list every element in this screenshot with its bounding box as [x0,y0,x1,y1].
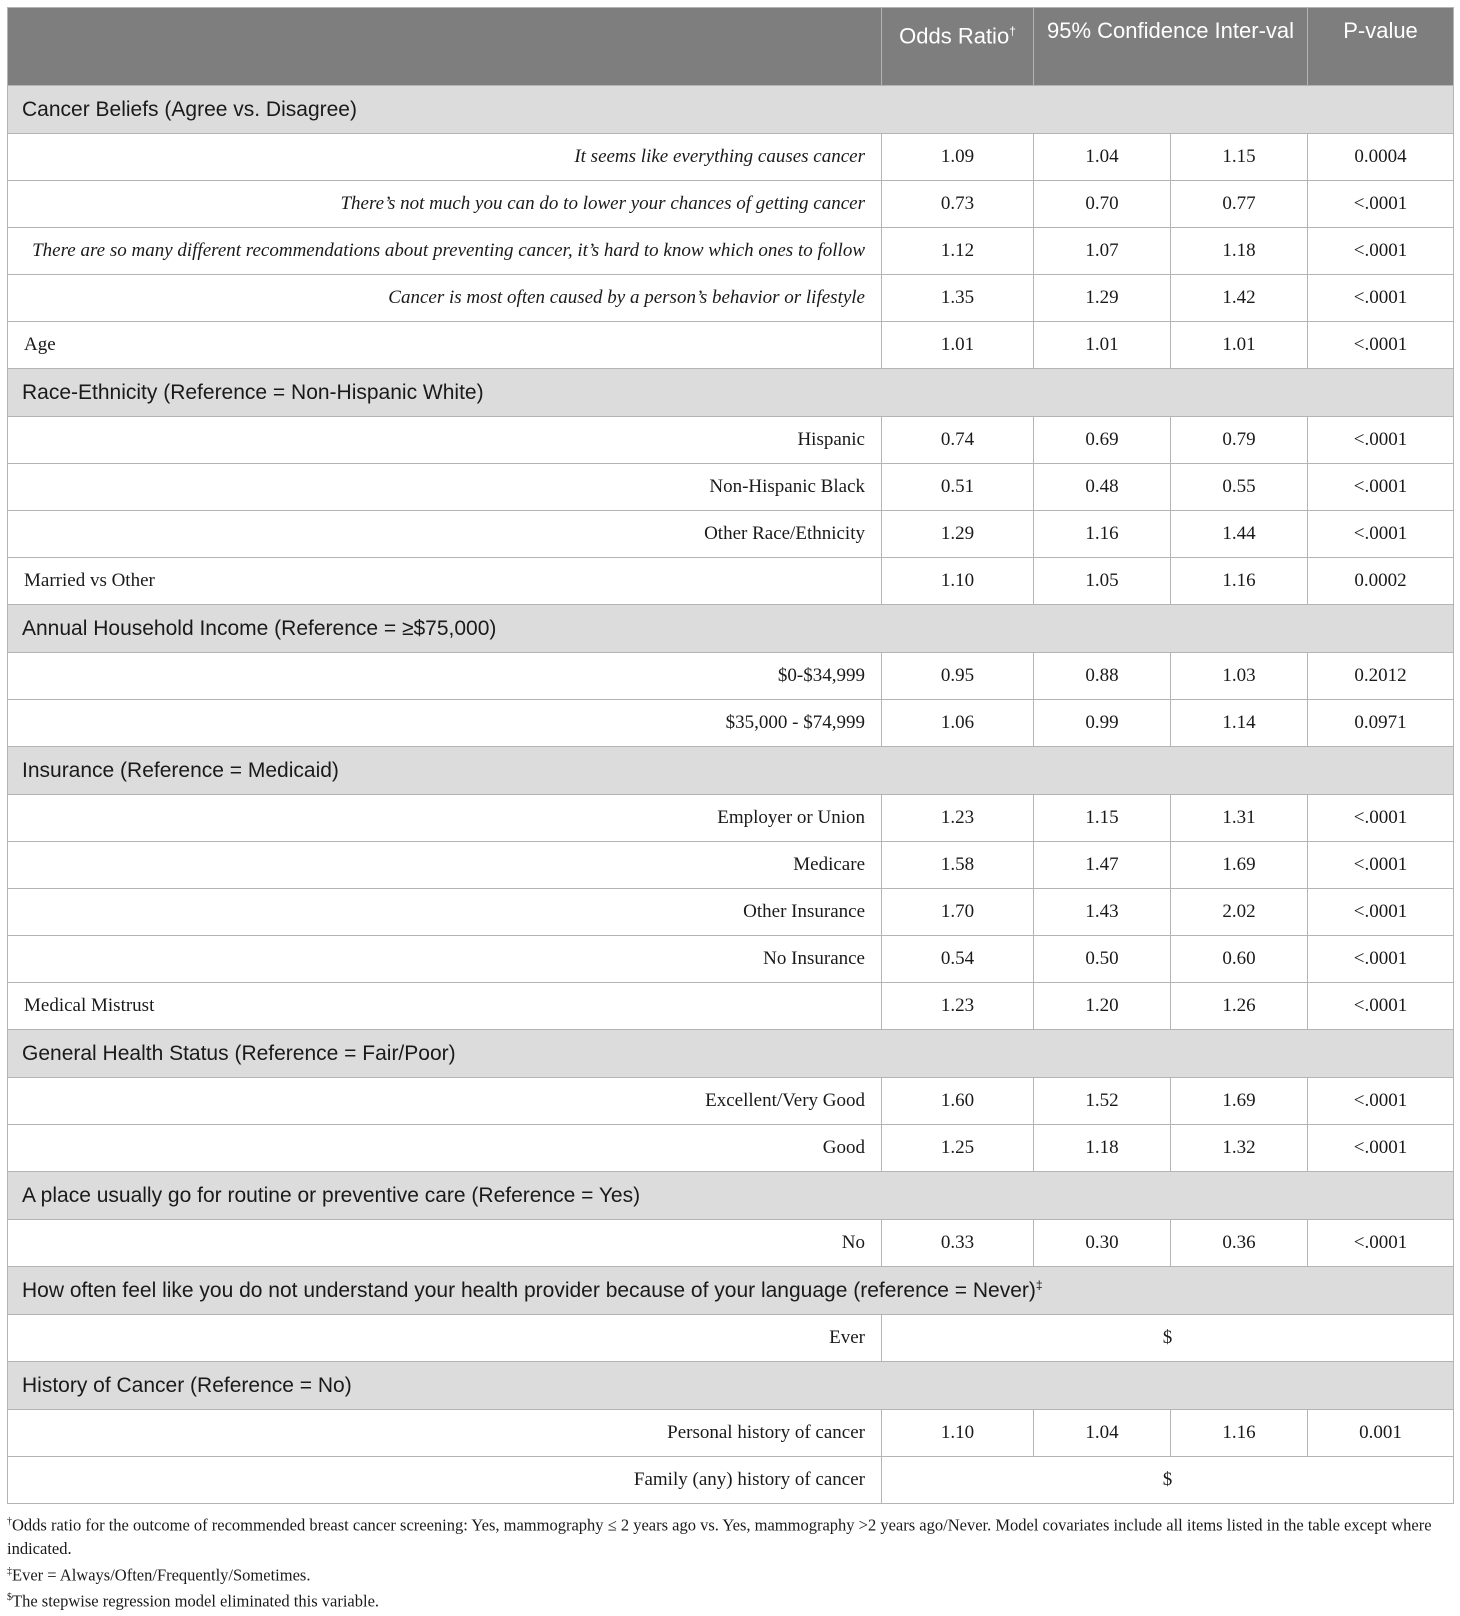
odds-ratio-cell: 0.95 [882,653,1034,700]
section-title [8,1362,1454,1410]
odds-ratio-cell: 0.74 [882,417,1034,464]
p-value-cell: <.0001 [1308,511,1454,558]
row-label: It seems like everything causes cancer [8,134,882,181]
p-value-cell: <.0001 [1308,1220,1454,1267]
odds-ratio-table [7,7,1454,1504]
ci-lower-cell: 1.04 [1034,1410,1171,1457]
odds-ratio-cell: 1.09 [882,134,1034,181]
row-label: Ever [8,1315,882,1362]
p-value-cell: 0.0971 [1308,700,1454,747]
section-title-mark: ‡ [1035,1278,1043,1292]
ci-upper-cell: 1.69 [1171,842,1308,889]
p-value-cell: <.0001 [1308,795,1454,842]
section-header-row [8,605,1454,653]
ci-lower-cell: 1.20 [1034,983,1171,1030]
header-odds-ratio [882,8,1034,86]
section-title [8,369,1454,417]
row-label: Family (any) history of cancer [8,1457,882,1504]
ci-lower-cell: 1.18 [1034,1125,1171,1172]
header-odds-ratio-text: Odds Ratio [899,23,1010,49]
ci-upper-cell: 1.31 [1171,795,1308,842]
footnote-mark: † [7,1516,12,1527]
row-label: Employer or Union [8,795,882,842]
table-row [8,181,1454,228]
section-title [8,1030,1454,1078]
ci-upper-cell: 1.42 [1171,275,1308,322]
header-p-value: P-value [1308,8,1454,86]
ci-lower-cell: 0.48 [1034,464,1171,511]
p-value-cell: 0.001 [1308,1410,1454,1457]
odds-ratio-cell: 1.10 [882,558,1034,605]
odds-ratio-cell: 0.54 [882,936,1034,983]
section-title-text: Cancer Beliefs (Agree vs. Disagree) [22,97,357,121]
p-value-cell: <.0001 [1308,181,1454,228]
ci-upper-cell: 1.03 [1171,653,1308,700]
footnote-text: The stepwise regression model eliminated this variable. [12,1591,380,1611]
row-label: Excellent/Very Good [8,1078,882,1125]
ci-lower-cell: 1.15 [1034,795,1171,842]
section-header-row [8,1362,1454,1410]
row-label: Medicare [8,842,882,889]
odds-ratio-cell: 0.73 [882,181,1034,228]
ci-lower-cell: 0.69 [1034,417,1171,464]
odds-ratio-cell: 1.35 [882,275,1034,322]
table-row [8,417,1454,464]
table-row [8,889,1454,936]
ci-upper-cell: 0.60 [1171,936,1308,983]
footnote-text: Ever = Always/Often/Frequently/Sometimes. [12,1565,311,1584]
row-label: Age [8,322,882,369]
row-label: Cancer is most often caused by a person’s behavior or lifestyle [8,275,882,322]
table-row [8,228,1454,275]
table-row [8,842,1454,889]
footnotes [7,1510,1453,1613]
row-label: Other Race/Ethnicity [8,511,882,558]
p-value-cell: <.0001 [1308,842,1454,889]
section-title [8,86,1454,134]
footnote [7,1510,1453,1560]
p-value-cell: <.0001 [1308,228,1454,275]
footnote-text: Odds ratio for the outcome of recommended breast cancer screening: Yes, mammography ≤ 2 years ago vs. Yes, mammography >2 years ago/Never. Model covariates include all items listed in the table except where indicated. [7,1515,1432,1558]
p-value-cell: <.0001 [1308,464,1454,511]
ci-upper-cell: 1.44 [1171,511,1308,558]
ci-upper-cell: 1.69 [1171,1078,1308,1125]
row-label: Medical Mistrust [8,983,882,1030]
row-label: Other Insurance [8,889,882,936]
section-title-text: General Health Status (Reference = Fair/Poor) [22,1041,456,1065]
section-header-row [8,86,1454,134]
p-value-cell: <.0001 [1308,1125,1454,1172]
p-value-cell: <.0001 [1308,983,1454,1030]
table-row [8,1457,1454,1504]
ci-upper-cell: 1.18 [1171,228,1308,275]
footnote-mark: ‡ [7,1565,12,1577]
table-row [8,464,1454,511]
odds-ratio-cell: 1.25 [882,1125,1034,1172]
row-label: No Insurance [8,936,882,983]
odds-ratio-cell: 1.10 [882,1410,1034,1457]
section-header-row [8,1172,1454,1220]
table-row [8,275,1454,322]
row-label: No [8,1220,882,1267]
odds-ratio-cell: 1.23 [882,983,1034,1030]
ci-upper-cell: 2.02 [1171,889,1308,936]
odds-ratio-cell: 0.33 [882,1220,1034,1267]
table-row [8,700,1454,747]
ci-upper-cell: 0.79 [1171,417,1308,464]
ci-lower-cell: 1.47 [1034,842,1171,889]
ci-upper-cell: 1.15 [1171,134,1308,181]
p-value-cell: <.0001 [1308,1078,1454,1125]
table-row [8,653,1454,700]
ci-upper-cell: 1.16 [1171,558,1308,605]
row-label: Married vs Other [8,558,882,605]
ci-upper-cell: 1.32 [1171,1125,1308,1172]
p-value-cell: 0.0002 [1308,558,1454,605]
table-row [8,134,1454,181]
ci-upper-cell: 0.77 [1171,181,1308,228]
section-title-text: Annual Household Income (Reference = ≥$75,000) [22,616,497,640]
p-value-cell: <.0001 [1308,889,1454,936]
section-title [8,605,1454,653]
ci-lower-cell: 1.01 [1034,322,1171,369]
ci-lower-cell: 1.04 [1034,134,1171,181]
footnote [7,1586,1453,1613]
ci-lower-cell: 1.52 [1034,1078,1171,1125]
ci-lower-cell: 1.05 [1034,558,1171,605]
row-label: There’s not much you can do to lower your chances of getting cancer [8,181,882,228]
section-title-text: Race-Ethnicity (Reference = Non-Hispanic White) [22,380,484,404]
p-value-cell: <.0001 [1308,275,1454,322]
section-header-row [8,1267,1454,1315]
ci-lower-cell: 0.30 [1034,1220,1171,1267]
table-row [8,1315,1454,1362]
p-value-cell: 0.0004 [1308,134,1454,181]
ci-upper-cell: 1.26 [1171,983,1308,1030]
section-header-row [8,369,1454,417]
row-label: Personal history of cancer [8,1410,882,1457]
section-title [8,1172,1454,1220]
section-title [8,1267,1454,1315]
eliminated-variable-note: $ [882,1315,1454,1362]
p-value-cell: 0.2012 [1308,653,1454,700]
footnote-mark: $ [7,1592,12,1603]
table-row [8,1410,1454,1457]
section-title [8,747,1454,795]
ci-upper-cell: 0.55 [1171,464,1308,511]
row-label: Non-Hispanic Black [8,464,882,511]
p-value-cell: <.0001 [1308,417,1454,464]
ci-lower-cell: 1.43 [1034,889,1171,936]
eliminated-variable-note: $ [882,1457,1454,1504]
results-table-container [7,7,1453,1613]
ci-lower-cell: 1.07 [1034,228,1171,275]
row-label: There are so many different recommendations about preventing cancer, it’s hard to know which ones to follow [8,228,882,275]
row-label: Hispanic [8,417,882,464]
row-label: Good [8,1125,882,1172]
odds-ratio-cell: 1.06 [882,700,1034,747]
table-row [8,558,1454,605]
table-header-row [8,8,1454,86]
ci-lower-cell: 1.16 [1034,511,1171,558]
section-header-row [8,1030,1454,1078]
ci-lower-cell: 0.99 [1034,700,1171,747]
ci-upper-cell: 1.14 [1171,700,1308,747]
table-row [8,1078,1454,1125]
odds-ratio-cell: 1.29 [882,511,1034,558]
table-row [8,936,1454,983]
section-title-text: How often feel like you do not understand your health provider because of your language (reference = Never) [22,1279,1036,1302]
ci-upper-cell: 1.16 [1171,1410,1308,1457]
row-label: $0-$34,999 [8,653,882,700]
row-label: $35,000 - $74,999 [8,700,882,747]
odds-ratio-cell: 1.01 [882,322,1034,369]
table-body [8,86,1454,1504]
table-row [8,322,1454,369]
table-row [8,511,1454,558]
ci-upper-cell: 1.01 [1171,322,1308,369]
p-value-cell: <.0001 [1308,936,1454,983]
odds-ratio-cell: 1.58 [882,842,1034,889]
table-row [8,795,1454,842]
p-value-cell: <.0001 [1308,322,1454,369]
header-confidence-interval: 95% Confidence Inter-val [1034,8,1308,86]
section-header-row [8,747,1454,795]
footnote [7,1560,1453,1587]
table-row [8,1125,1454,1172]
table-row [8,983,1454,1030]
header-label-column [8,8,882,86]
ci-lower-cell: 0.88 [1034,653,1171,700]
section-title-text: A place usually go for routine or preventive care (Reference = Yes) [22,1183,641,1207]
ci-lower-cell: 0.70 [1034,181,1171,228]
ci-upper-cell: 0.36 [1171,1220,1308,1267]
odds-ratio-cell: 0.51 [882,464,1034,511]
odds-ratio-cell: 1.70 [882,889,1034,936]
section-title-text: Insurance (Reference = Medicaid) [22,758,339,782]
ci-lower-cell: 1.29 [1034,275,1171,322]
section-title-text: History of Cancer (Reference = No) [22,1373,352,1397]
table-row [8,1220,1454,1267]
ci-lower-cell: 0.50 [1034,936,1171,983]
odds-ratio-cell: 1.60 [882,1078,1034,1125]
odds-ratio-cell: 1.12 [882,228,1034,275]
odds-ratio-cell: 1.23 [882,795,1034,842]
header-odds-ratio-mark: † [1009,24,1016,38]
